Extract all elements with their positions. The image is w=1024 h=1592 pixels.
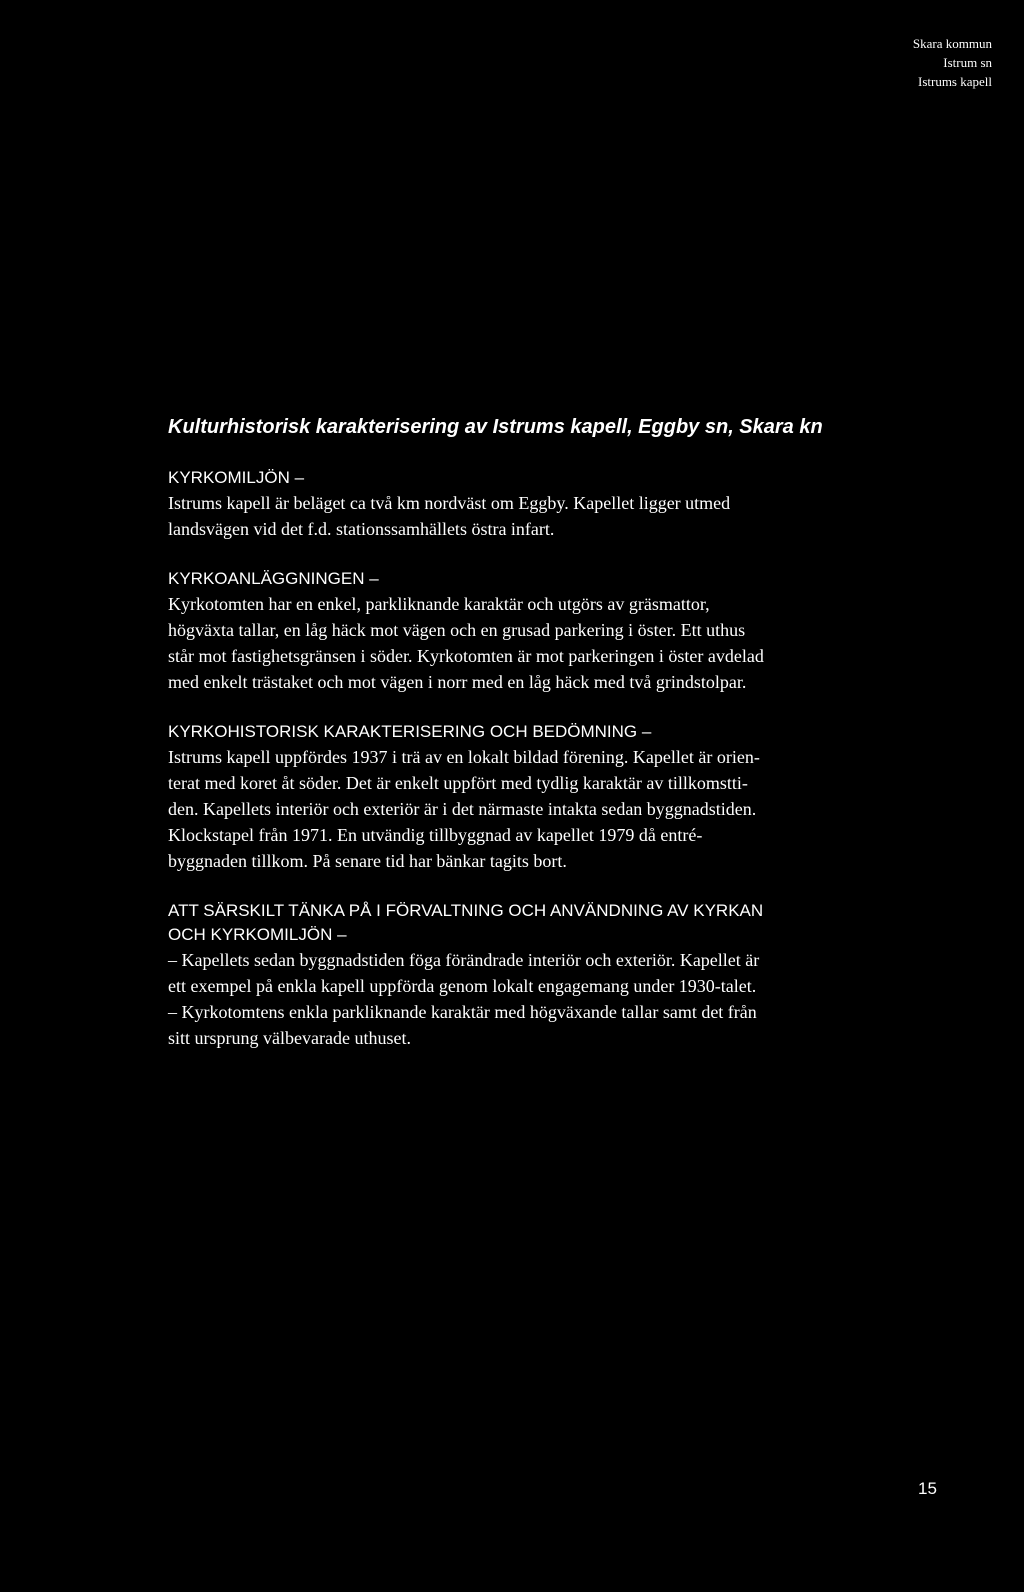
section-text xyxy=(168,490,908,542)
header-municipality: Skara kommun xyxy=(912,36,992,51)
running-header xyxy=(792,34,992,91)
text-line: ett exempel på enkla kapell uppförda genom lokalt engagemang under 1930-talet. xyxy=(168,976,757,996)
page-number: 15 xyxy=(918,1479,937,1498)
text-line: – Kapellets sedan byggnadstiden föga förändrade interiör och exteriör. Kapellet är xyxy=(168,950,760,970)
text-line: står mot fastighetsgränsen i söder. Kyrkotomten är mot parkeringen i öster avdelad xyxy=(168,646,764,666)
section-heading-continued: OCH KYRKOMILJÖN – xyxy=(168,925,347,944)
header-parish: Istrum sn xyxy=(943,55,992,70)
text-line: Istrums kapell är beläget ca två km nordväst om Eggby. Kapellet ligger utmed xyxy=(168,493,731,513)
section-kyrkoanlaggningen xyxy=(168,567,908,695)
text-line: sitt ursprung välbevarade uthuset. xyxy=(168,1028,411,1048)
header-chapel: Istrums kapell xyxy=(917,74,992,89)
section-text xyxy=(168,947,908,1051)
document-body xyxy=(168,414,908,1076)
text-line: byggnaden tillkom. På senare tid har bänkar tagits bort. xyxy=(168,851,567,871)
text-line: Istrums kapell uppfördes 1937 i trä av en lokalt bildad förening. Kapellet är orien- xyxy=(168,747,760,767)
section-kyrkohistorisk xyxy=(168,720,908,874)
section-text xyxy=(168,744,908,874)
text-line: Kyrkotomten har en enkel, parkliknande karaktär och utgörs av gräsmattor, xyxy=(168,594,710,614)
section-heading: ATT SÄRSKILT TÄNKA PÅ I FÖRVALTNING OCH ANVÄNDNING AV KYRKAN xyxy=(168,901,764,920)
section-heading: KYRKOMILJÖN – xyxy=(168,468,305,487)
section-kyrkomiljon xyxy=(168,466,908,542)
text-line: terat med koret åt söder. Det är enkelt uppfört med tydlig karaktär av tillkomstti- xyxy=(168,773,748,793)
text-line: – Kyrkotomtens enkla parkliknande karaktär med högväxande tallar samt det från xyxy=(168,1002,757,1022)
section-heading: KYRKOHISTORISK KARAKTERISERING OCH BEDÖMNING – xyxy=(168,722,652,741)
text-line: högväxta tallar, en låg häck mot vägen och en grusad parkering i öster. Ett uthus xyxy=(168,620,746,640)
document-title: Kulturhistorisk karakterisering av Istrums kapell, Eggby sn, Skara kn xyxy=(168,416,823,438)
text-line: Klockstapel från 1971. En utvändig tillbyggnad av kapellet 1979 då entré- xyxy=(168,825,703,845)
section-heading: KYRKOANLÄGGNINGEN – xyxy=(168,569,379,588)
text-line: med enkelt trästaket och mot vägen i norr med en låg häck med två grindstolpar. xyxy=(168,672,747,692)
section-att-sarskilt-tanka xyxy=(168,899,908,1051)
section-text xyxy=(168,591,908,695)
text-line: landsvägen vid det f.d. stationssamhällets östra infart. xyxy=(168,519,555,539)
text-line: den. Kapellets interiör och exteriör är i det närmaste intakta sedan byggnadstiden. xyxy=(168,799,757,819)
